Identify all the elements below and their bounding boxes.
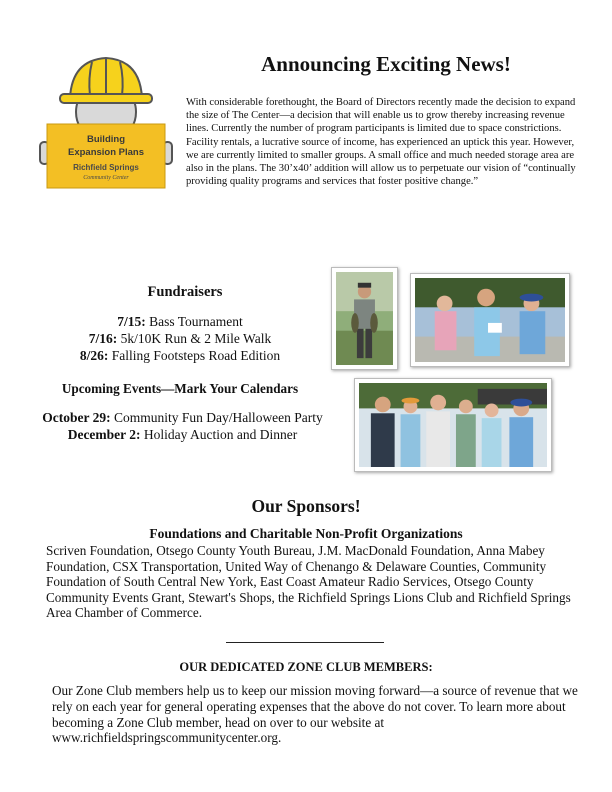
event-name: Community Fun Day/Halloween Party bbox=[110, 410, 323, 425]
photo-event-group bbox=[354, 378, 552, 472]
section-divider bbox=[226, 642, 384, 643]
fundraiser-item bbox=[30, 348, 330, 364]
event-name: Holiday Auction and Dinner bbox=[140, 427, 298, 442]
logo-line2: Expansion Plans bbox=[67, 147, 145, 158]
intro-text bbox=[186, 96, 588, 188]
foundations-list: Scriven Foundation, Otsego County Youth Bureau, J.M. MacDonald Foundation, Anna Mabey Foundation, CSX Transportation, United Way of Chenango & Delaware Counties, Community Foundation of South Central New York, East Coast Amateur Radio Services, Otsego County Community Events Grant, Stewart's Shops, the Richfield Springs Lions Club and Richfield Springs Area Chamber of Commerce. bbox=[46, 543, 571, 621]
logo-brand1: Richfield Springs bbox=[73, 163, 139, 172]
logo-line1: Building bbox=[87, 134, 125, 145]
fundraiser-item bbox=[30, 314, 330, 330]
sponsors-heading: Our Sponsors! bbox=[251, 496, 361, 516]
event-date: December 2: bbox=[67, 427, 141, 442]
event-date: October 29: bbox=[42, 410, 111, 425]
photo-fundraiser-group bbox=[410, 273, 570, 367]
photo-bass-tournament bbox=[331, 267, 398, 370]
zone-club-text: Our Zone Club members help us to keep our mission moving forward—a source of revenue that we rely on each year for general operating expenses that the above do not cover. To learn more about becoming a Zone Club member, head on over to our website at www.richfieldspringscommunitycenter.org. bbox=[52, 683, 578, 746]
fundraisers-heading: Fundraisers bbox=[147, 284, 223, 300]
fundraiser-date: 7/16: bbox=[88, 331, 118, 346]
fundraiser-name: Bass Tournament bbox=[145, 314, 243, 329]
fundraiser-name: 5k/10K Run & 2 Mile Walk bbox=[117, 331, 272, 346]
event-item bbox=[10, 427, 355, 443]
fundraiser-name: Falling Footsteps Road Edition bbox=[108, 348, 281, 363]
building-expansion-logo bbox=[36, 52, 176, 192]
foundations-heading: Foundations and Charitable Non-Profit Organizations bbox=[149, 526, 463, 541]
events-heading: Upcoming Events—Mark Your Calendars bbox=[61, 381, 299, 396]
hard-hat-icon bbox=[36, 52, 176, 192]
event-item bbox=[10, 410, 355, 426]
fundraiser-date: 7/15: bbox=[117, 314, 146, 329]
zone-club-heading: OUR DEDICATED ZONE CLUB MEMBERS: bbox=[179, 660, 433, 674]
fundraiser-item bbox=[30, 331, 330, 347]
intro-paragraph-1: With considerable forethought, the Board of Directors recently made the decision to expand the size of The Center—a decision that will enable us to grow thereby increasing revenue lines. Currently the number of program participants is limited due to space constrictions. bbox=[186, 97, 576, 135]
intro-paragraph-2: Facility rentals, a lucrative source of income, has experienced an uptick this year. However, we are currently limited to smaller groups. A small office and much needed storage area are also in the plans. The 30’x40’ addition will allow us to perpetuate our vision of “continually providing quality programs and services that foster positive change.” bbox=[186, 136, 576, 188]
logo-brand2: Community Center bbox=[83, 175, 129, 181]
page-title: Announcing Exciting News! bbox=[261, 52, 511, 76]
fundraiser-date: 8/26: bbox=[79, 348, 109, 363]
